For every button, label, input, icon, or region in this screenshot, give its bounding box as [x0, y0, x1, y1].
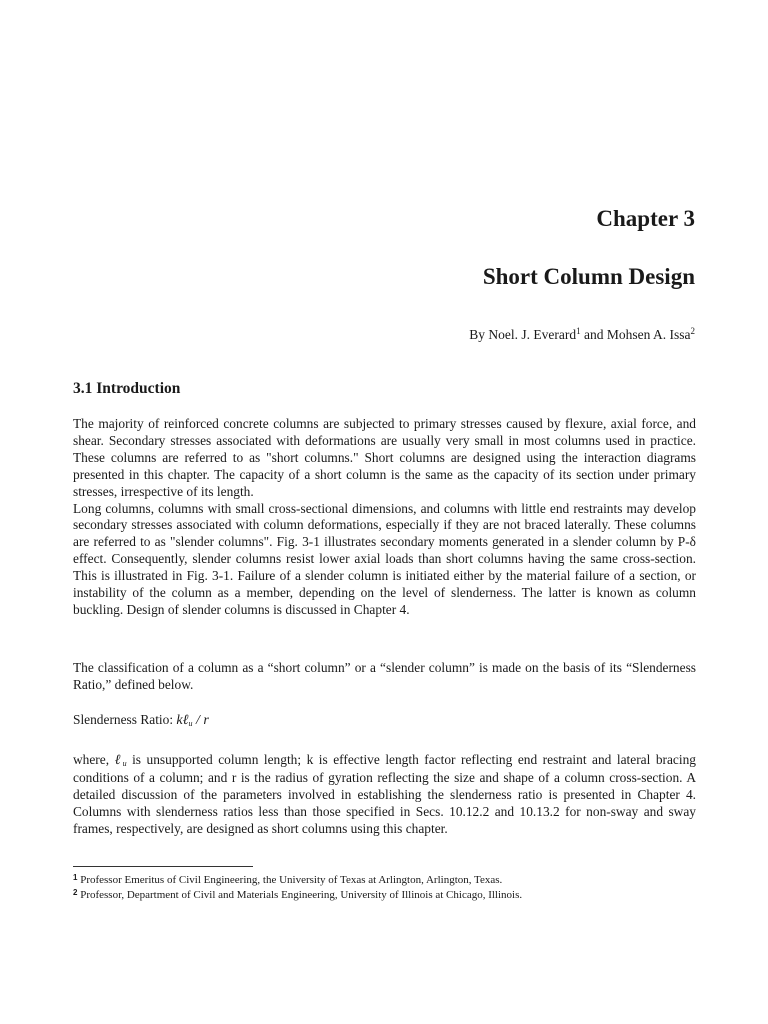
footnote-1-mark: 1	[73, 873, 78, 882]
chapter-number: Chapter 3	[596, 206, 695, 231]
section-heading: 3.1 Introduction	[73, 380, 181, 397]
symbol-subscript: u	[122, 759, 127, 768]
formula-over-r: / r	[192, 713, 209, 728]
footnotes	[73, 873, 713, 902]
footnote-ref-2[interactable]: 2	[690, 326, 695, 336]
footnote-2-mark: 2	[73, 887, 78, 897]
footnote-ref-1[interactable]: 1	[576, 326, 581, 336]
byline-second-author: and Mohsen A. Issa	[580, 327, 691, 342]
slenderness-formula	[176, 713, 208, 728]
footnote-divider	[73, 866, 253, 867]
formula-subscript: u	[188, 719, 193, 728]
byline-first-author: By Noel. J. Everard	[469, 327, 577, 342]
definitions-paragraph	[73, 752, 696, 838]
definitions-text: is unsupported column length; k is effective length factor reflecting end restraint and lateral bracing conditions of a column; and r is the radius of gyration reflecting the size and shape of a column cross-section. A detailed discussion of the parameters involved in establishing the slenderness ratio is presented in Chapter 4. Columns with slenderness ratios less than those specified in Secs. 10.12.2 and 10.13.2 for non-sway and sway frames, respectively, are designed as short columns using this chapter.	[73, 752, 696, 836]
footnote-1-text: Professor Emeritus of Civil Engineering, the University of Texas at Arlington, Arlington, Texas.	[77, 874, 503, 886]
chapter-title: Short Column Design	[482, 264, 695, 289]
footnote-2-text: Professor, Department of Civil and Materials Engineering, University of Illinois at Chicago, Illinois.	[77, 888, 523, 901]
author-byline	[469, 327, 695, 343]
formula-k-l: kℓ	[176, 713, 189, 728]
slenderness-label: Slenderness Ratio:	[73, 712, 177, 727]
intro-paragraph	[73, 416, 696, 619]
classification-paragraph: The classification of a column as a “short column” or a “slender column” is made on the basis of its “Slenderness Ratio,” defined below.	[73, 660, 696, 692]
where-label: where,	[73, 752, 115, 767]
slenderness-ratio-line	[73, 712, 696, 730]
paragraph-short-columns: The majority of reinforced concrete columns are subjected to primary stresses caused by flexure, axial force, and shear. Secondary stresses associated with deformations are usually very small in most columns used in practice. These columns are referred to as "short columns." Short columns are designed using the interaction diagrams presented in this chapter. The capacity of a short column is the same as the capacity of its section under primary stresses, irrespective of its length.	[73, 416, 696, 499]
symbol-l: ℓ	[114, 753, 123, 768]
footnote-1	[73, 873, 713, 888]
unsupported-length-symbol	[115, 753, 127, 768]
paragraph-long-columns: Long columns, columns with small cross-sectional dimensions, and columns with little end restraints may develop secondary stresses associated with column deformations, especially if they are not braced laterally. These columns are referred to as "slender columns". Fig. 3-1 illustrates secondary moments generated in a slender column by P-δ effect. Consequently, slender columns resist lower axial loads than short columns having the same cross-section. This is illustrated in Fig. 3-1. Failure of a slender column is initiated either by the material failure of a section, or instability of the column as a member, depending on the level of slenderness. The latter is known as column buckling. Design of slender columns is discussed in Chapter 4.	[73, 500, 696, 617]
footnote-2	[73, 888, 713, 903]
